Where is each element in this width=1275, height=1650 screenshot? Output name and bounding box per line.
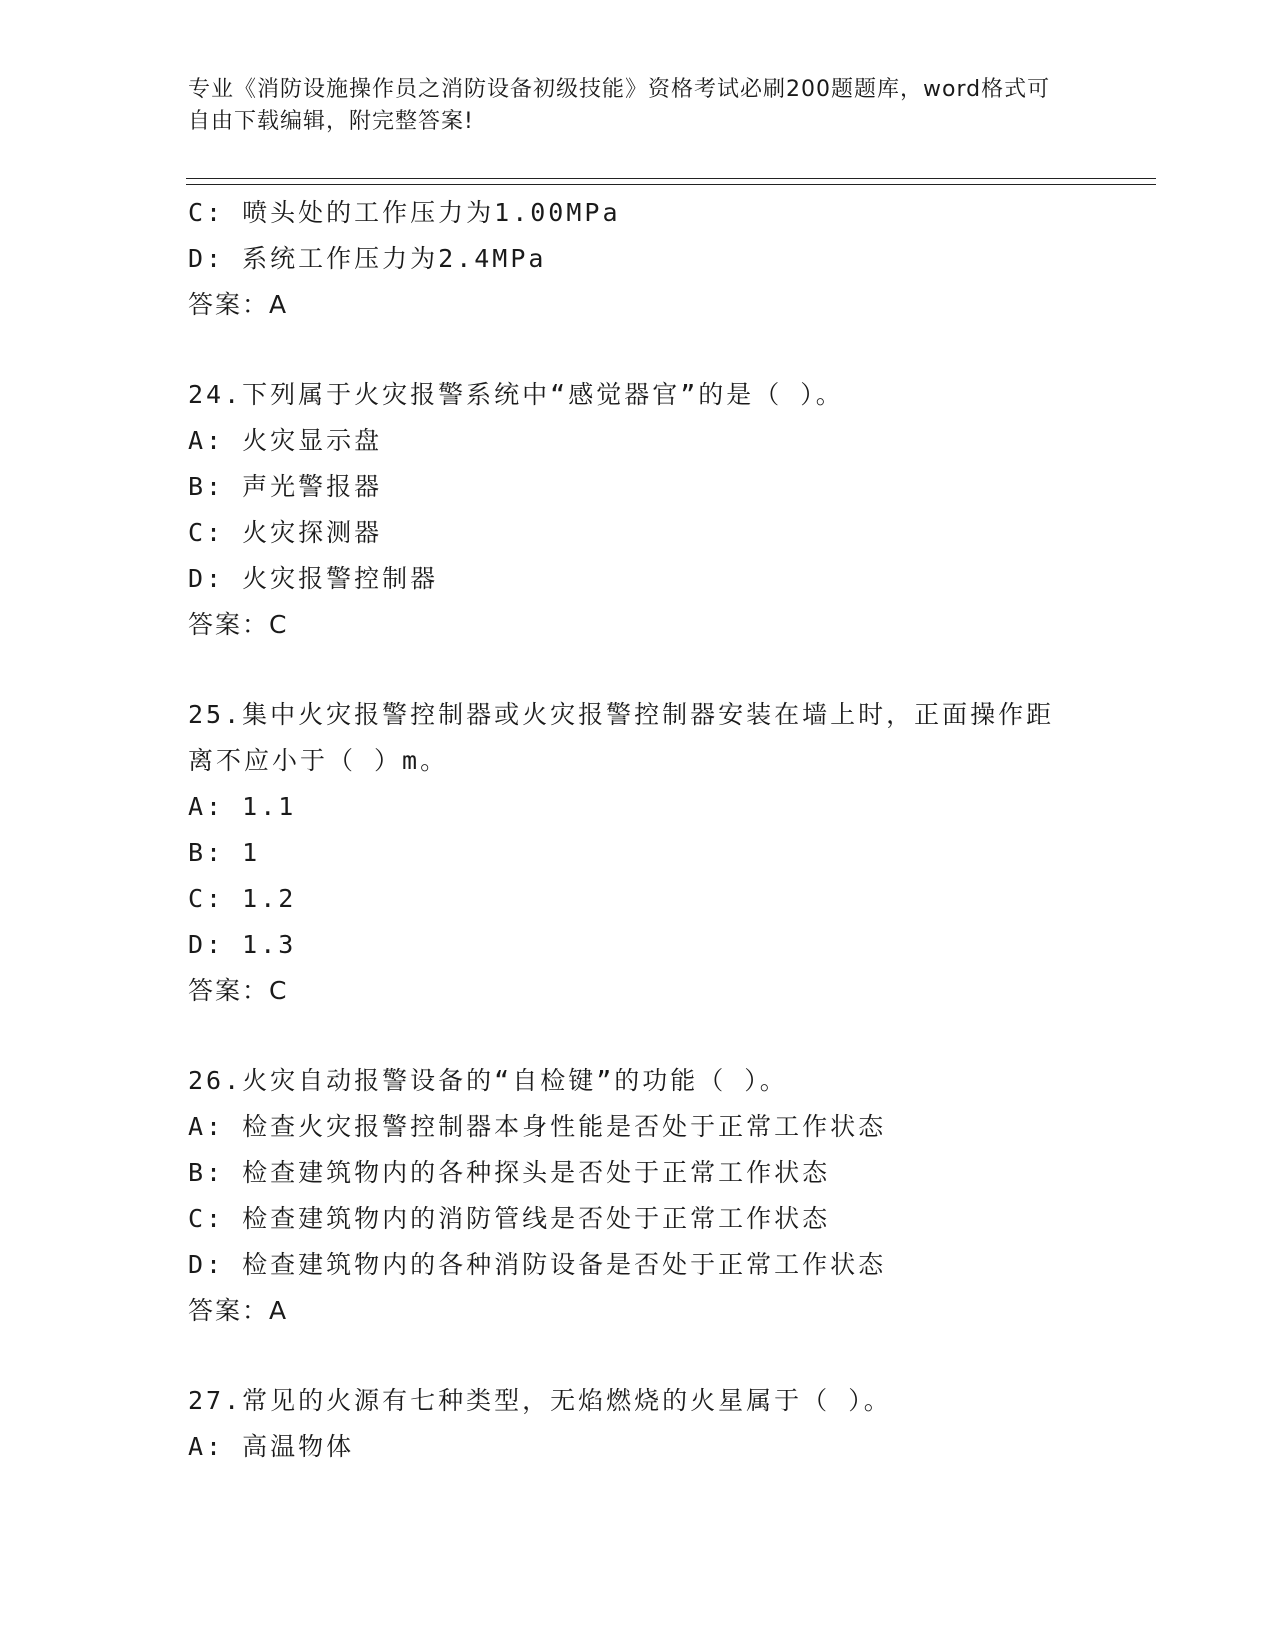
option-d: D: 火灾报警控制器 (188, 564, 439, 593)
document-title: 专业《消防设施操作员之消防设备初级技能》资格考试必刷200题题库，word格式可自由下载编辑，附完整答案! (188, 77, 1051, 134)
answer-line: 答案：C (188, 610, 289, 639)
question-stem: 27.常见的火源有七种类型，无焰燃烧的火星属于（ ）。 (188, 1386, 892, 1415)
option-c: C: 检查建筑物内的消防管线是否处于正常工作状态 (188, 1204, 831, 1233)
option-a: A: 高温物体 (188, 1432, 355, 1461)
answer-line: 答案：A (188, 1296, 289, 1325)
option-c: C: 喷头处的工作压力为1.00MPa (188, 198, 621, 227)
question-stem-line-2: 离不应小于（ ）m。 (188, 746, 449, 775)
question-block-25 (188, 692, 1148, 1014)
option-a: A: 1.1 (188, 792, 297, 821)
option-c: C: 1.2 (188, 884, 297, 913)
document-header (188, 74, 1068, 138)
question-block-24 (188, 372, 1148, 648)
option-a: A: 检查火灾报警控制器本身性能是否处于正常工作状态 (188, 1112, 887, 1141)
option-a: A: 火灾显示盘 (188, 426, 383, 455)
option-d: D: 1.3 (188, 930, 297, 959)
answer-line: 答案：A (188, 290, 289, 319)
question-stem: 24.下列属于火灾报警系统中“感觉器官”的是（ ）。 (188, 380, 844, 409)
option-b: B: 1 (188, 838, 261, 867)
option-d: D: 系统工作压力为2.4MPa (188, 244, 547, 273)
question-block-26 (188, 1058, 1148, 1334)
option-b: B: 声光警报器 (188, 472, 383, 501)
answer-line: 答案：C (188, 976, 289, 1005)
question-block-27 (188, 1378, 1148, 1470)
header-divider-bottom (186, 184, 1156, 185)
option-c: C: 火灾探测器 (188, 518, 383, 547)
option-d: D: 检查建筑物内的各种消防设备是否处于正常工作状态 (188, 1250, 887, 1279)
question-stem-line-1: 25.集中火灾报警控制器或火灾报警控制器安装在墙上时，正面操作距 (188, 700, 1055, 729)
option-b: B: 检查建筑物内的各种探头是否处于正常工作状态 (188, 1158, 831, 1187)
header-divider-top (186, 178, 1156, 179)
question-stem: 26.火灾自动报警设备的“自检键”的功能（ ）。 (188, 1066, 788, 1095)
question-list (188, 190, 1148, 1470)
question-block-continued (188, 190, 1148, 328)
